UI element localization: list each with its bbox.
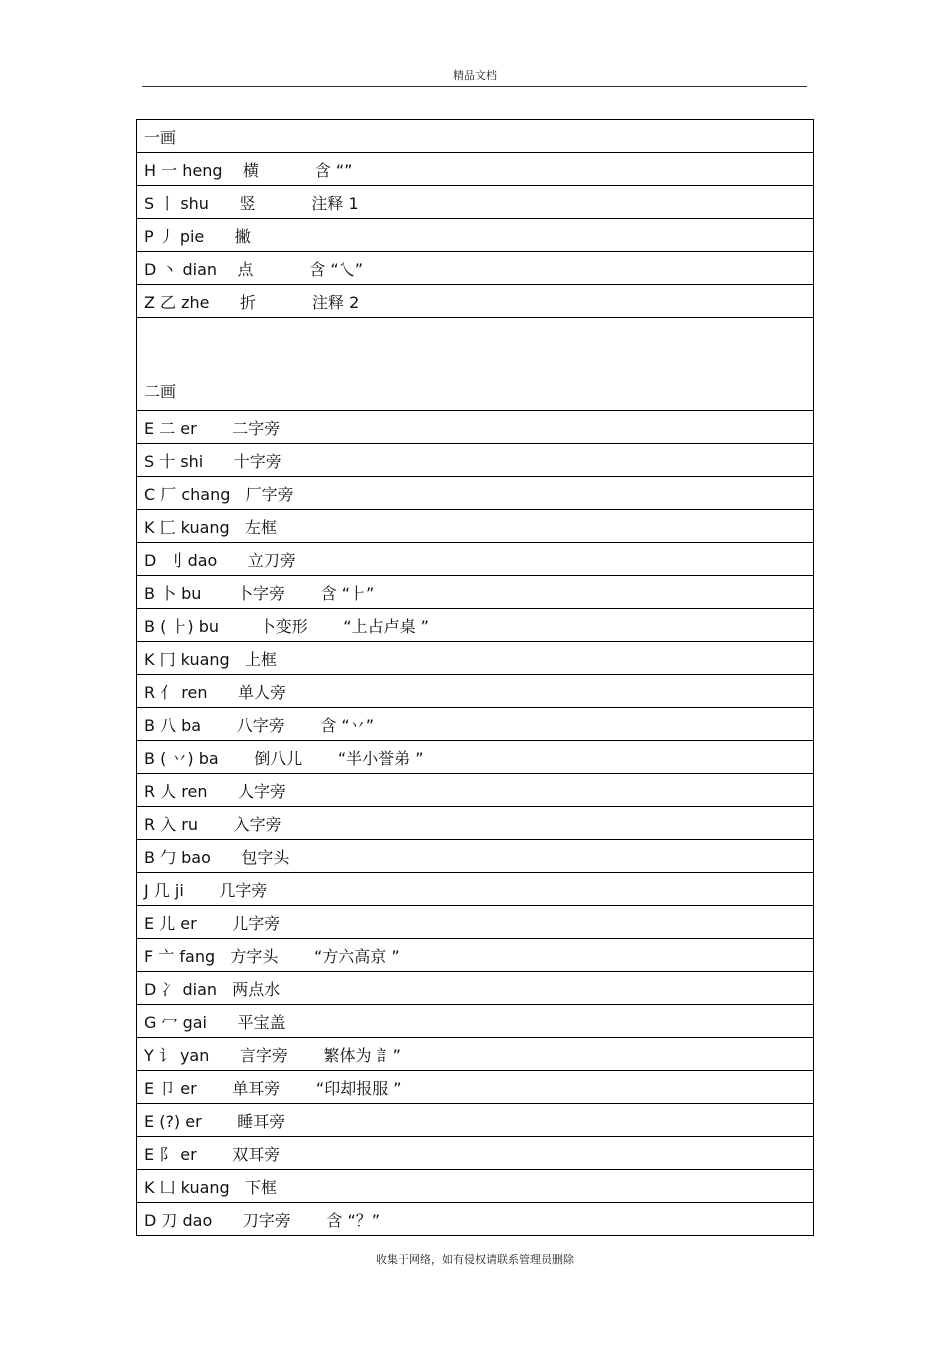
radical-entry: K 冂 kuang 上框: [137, 642, 814, 675]
table-row: [137, 510, 814, 543]
stroke-count-heading: 二画: [137, 318, 814, 411]
table-row: [137, 1137, 814, 1170]
stroke-count-heading: 一画: [137, 120, 814, 153]
table-row: [137, 708, 814, 741]
radical-entry: S 丨 shu 竖 注释 1: [137, 186, 814, 219]
radical-entry: K 匚 kuang 左框: [137, 510, 814, 543]
table-row: [137, 543, 814, 576]
radical-entry: E (?) er 睡耳旁: [137, 1104, 814, 1137]
radicals-table-body: [137, 120, 814, 1236]
table-row: [137, 807, 814, 840]
radical-entry: E 卩 er 单耳旁 “印却报服 ”: [137, 1071, 814, 1104]
radical-entry: D 冫 dian 两点水: [137, 972, 814, 1005]
table-row: [137, 939, 814, 972]
radical-entry: B ( 丷) ba 倒八儿 “半小誉弟 ”: [137, 741, 814, 774]
radical-entry: D 刀 dao 刀字旁 含 “？”: [137, 1203, 814, 1236]
radical-entry: D 丶 dian 点 含 “乀”: [137, 252, 814, 285]
table-row: [137, 741, 814, 774]
table-row: [137, 1071, 814, 1104]
radical-entry: B 八 ba 八字旁 含 “丷”: [137, 708, 814, 741]
radical-entry: H 一 heng 横 含 “”: [137, 153, 814, 186]
table-row: [137, 153, 814, 186]
radical-entry: R 入 ru 入字旁: [137, 807, 814, 840]
table-row: [137, 576, 814, 609]
table-row: [137, 972, 814, 1005]
radical-entry: B 勹 bao 包字头: [137, 840, 814, 873]
table-row: [137, 1170, 814, 1203]
radical-entry: J 几 ji 几字旁: [137, 873, 814, 906]
radical-entry: G 冖 gai 平宝盖: [137, 1005, 814, 1038]
radical-entry: P 丿 pie 撇: [137, 219, 814, 252]
table-row: [137, 1104, 814, 1137]
table-row: [137, 1005, 814, 1038]
radical-entry: K 凵 kuang 下框: [137, 1170, 814, 1203]
table-row: [137, 411, 814, 444]
table-row: [137, 609, 814, 642]
radical-entry: R 亻 ren 单人旁: [137, 675, 814, 708]
page-footer: 收集于网络，如有侵权请联系管理员删除: [376, 1253, 574, 1266]
radicals-table: [136, 119, 814, 1236]
radical-entry: F 亠 fang 方字头 “方六高京 ”: [137, 939, 814, 972]
section-heading-row: [137, 318, 814, 411]
radical-entry: R 人 ren 人字旁: [137, 774, 814, 807]
header-rule: [142, 86, 807, 87]
radical-entry: E 二 er 二字旁: [137, 411, 814, 444]
table-row: [137, 1203, 814, 1236]
table-row: [137, 1038, 814, 1071]
radical-entry: D 刂 dao 立刀旁: [137, 543, 814, 576]
radical-entry: B ( ⺊) bu 卜变形 “上占卢桌 ”: [137, 609, 814, 642]
table-row: [137, 252, 814, 285]
table-row: [137, 840, 814, 873]
radical-entry: Y 讠 yan 言字旁 繁体为 訁”: [137, 1038, 814, 1071]
radical-entry: Z 乙 zhe 折 注释 2: [137, 285, 814, 318]
page-header: 精品文档: [453, 69, 497, 82]
table-row: [137, 675, 814, 708]
table-row: [137, 186, 814, 219]
radical-entry: C 厂 chang 厂字旁: [137, 477, 814, 510]
radical-entry: S 十 shi 十字旁: [137, 444, 814, 477]
table-row: [137, 477, 814, 510]
radical-entry: B 卜 bu 卜字旁 含 “⺊”: [137, 576, 814, 609]
table-row: [137, 774, 814, 807]
section-heading-row: [137, 120, 814, 153]
radical-entry: E 阝 er 双耳旁: [137, 1137, 814, 1170]
table-row: [137, 873, 814, 906]
table-row: [137, 444, 814, 477]
radical-entry: E 儿 er 儿字旁: [137, 906, 814, 939]
table-row: [137, 642, 814, 675]
table-row: [137, 219, 814, 252]
table-row: [137, 906, 814, 939]
table-row: [137, 285, 814, 318]
